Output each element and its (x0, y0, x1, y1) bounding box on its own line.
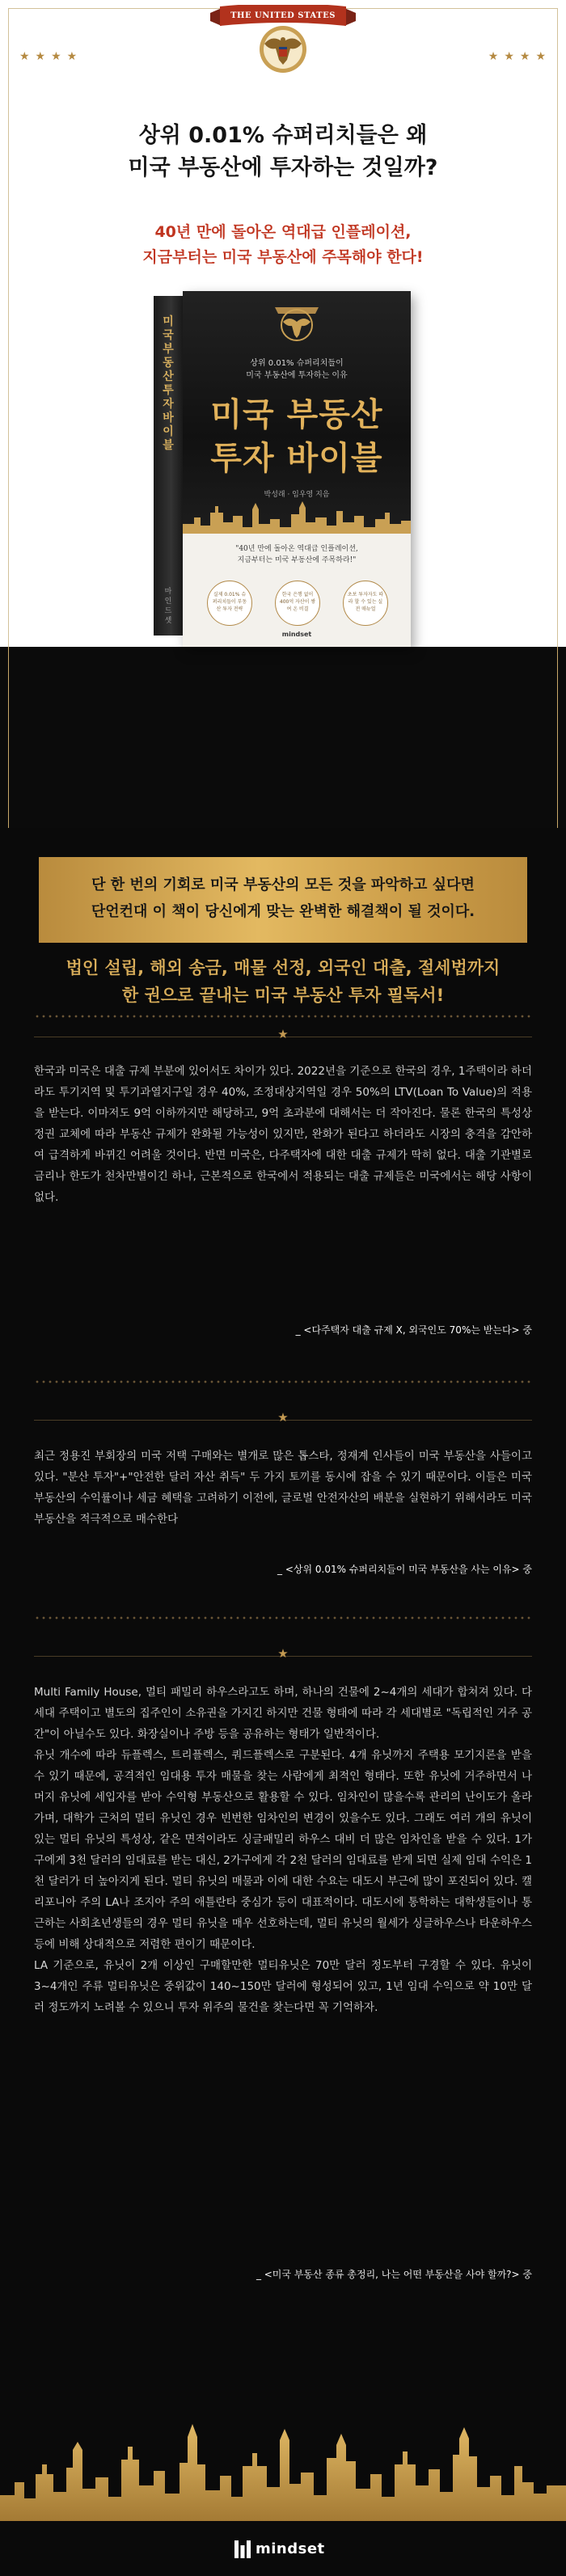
star-divider (34, 1646, 532, 1662)
cover-quote-line-1: "40년 만에 돌아온 역대급 인플레이션, (235, 545, 358, 553)
ribbon-text: THE UNITED STATES (230, 11, 336, 20)
stars-right-decor: ★★★★ (488, 50, 551, 63)
excerpt-2-text: 최근 정용진 부회장의 미국 저택 구매와는 별개로 많은 톱스타, 정재계 인사들이 미국 부동산을 사들이고 있다. "분산 투자"+"안전한 달러 자산 취득" 두 가지 토끼를 동시에 잡을 수 있기 때문이다. 이들은 미국 부동산의 수익률이나 세금 혜택을 고려하기 이전에, 글로벌 안전자산의 배분을 실현하기 위해서라도 미국 부동산을 적극적으로 매수한다 (34, 1450, 532, 1526)
banner-line-2: 단언컨대 이 책이 당신에게 맞는 완벽한 해결책이 될 것이다. (91, 903, 475, 920)
dark-frame (8, 647, 558, 828)
cover-skyline-icon (183, 500, 411, 535)
badge-text-2: 한국 은행 없이 400억 자산이 쌓여 온 비결 (279, 592, 316, 612)
star-icon: ★ (277, 1027, 289, 1041)
skyline-icon (0, 2418, 566, 2521)
subheadline-line-1: 40년 만에 돌아온 역대급 인플레이션, (154, 223, 412, 241)
cover-subtitle-line-2: 미국 부동산에 투자하는 이유 (246, 371, 348, 380)
cover-publisher-logo: mindset (281, 631, 312, 638)
cover-subtitle (183, 357, 411, 382)
cover-title-line-1: 미국 부동산 (210, 396, 383, 433)
excerpt-1-text: 한국과 미국은 대출 규제 부분에 있어서도 차이가 있다. 2022년을 기준으로 한국의 경우, 1주택이라 하더라도 투기지역 및 투기과열지구일 경우 40%, 조정대상지역일 경우 50%의 LTV(Loan To Value)의 적용을 받는다. 이마저도 9억 이하까지만 해당하고, 9억 초과분에 대해서는 더 작아진다. 물론 한국의 특성상 정권 교체에 따라 부동산 규제가 완화될 가능성이 있지만, 완화가 된다고 하더라도 시장의 충격을 감안하여 급격하게 바뀌긴 어려울 것이다. 반면 미국은, 다주택자에 대한 대출 규제가 딱히 없다. 대출 기관별로 금리나 한도가 천차만별이긴 하나, 근본적으로 한국에서 적용되는 대출 규제들은 미국에서는 해당 사항이 없다. (34, 1065, 532, 1204)
badge-text-1: 실제 0.01% 슈퍼리치들이 부동산 투자 전략 (212, 592, 247, 612)
cover-eagle-icon (268, 299, 325, 343)
main-headline (0, 120, 566, 184)
footer-brand: mindset (256, 2540, 325, 2557)
cover-light-area (183, 534, 411, 647)
excerpt-3-text: Multi Family House, 멀티 패밀리 하우스라고도 하며, 하나의 건물에 2~4개의 세대가 합쳐져 있다. 다세대 주택이고 별도의 집주인이 소유권을 가지긴 하지만 건물 형태에 따라 각 세대별로 "독립적인 거주 공간"이 아닐수도 있다. 화장실이나 주방 등을 공유하는 형태가 일반적이다. 유닛 개수에 따라 듀플렉스, 트리플렉스, 쿼드플렉스로 구분된다. 4개 유닛까지 주택용 모기지론을 받을 수 있기 때문에, 공격적인 임대용 투자 매물을 찾는 사람에게 최적인 형태다. 또한 유닛에 거주하면서 나머지 유닛에 세입자를 받아 수익형 부동산으로 활용할 수 있다. 임차인이 많을수록 관리의 난이도가 올라가며, 대학가 근처의 멀티 유닛인 경우 빈번한 임차인의 변경이 있을수도 있다. 그래도 여러 개의 유닛이 있는 멀티 유닛의 특성상, 같은 면적이라도 싱글패밀리 하우스 대비 더 많은 임차인을 받을 수 있다. 1가구에게 3천 달러의 임대료를 받는 대신, 2가구에게 각 2천 달러의 임대료를 받게 되면 실제 임대 수익은 1천 달러가 더 높아지게 된다. 멀티 유닛의 매물과 이에 대한 수요는 대도시 부근에 많이 포진되어 있다. 캘리포니아 주의 LA나 조지아 주의 애틀란타 중심가 등이 대표적이다. 대도시에 통학하는 대학생들이나 통근하는 사회초년생들의 경우 멀티 유닛을 매우 선호하는데, 멀티 유닛의 월세가 싱글하우스나 타운하우스 등에 비해 상대적으로 저렴한 편이기 때문이다. LA 기준으로, 유닛이 2개 이상인 구매할만한 멀티유닛은 70만 달러 정도부터 구경할 수 있다. 유닛이 3~4개인 주류 멀티유닛은 중위값이 140~150만 달러에 형성되어 있고, 1년 임대 수익으로 약 10만 달러 정도까지 노려볼 수 있으니 투자 위주의 물건을 찾는다면 꼭 기억하자. (34, 1686, 532, 2014)
excerpt-1-source: _ <다주택자 대출 규제 X, 외국인도 70%는 받는다> 중 (295, 1324, 532, 1336)
excerpt-2-source: _ <상위 0.01% 슈퍼리치들이 미국 부동산을 사는 이유> 중 (277, 1564, 532, 1575)
subheadline-line-2: 지금부터는 미국 부동산에 주목해야 한다! (142, 248, 424, 266)
headline-line-1: 상위 0.01% 슈퍼리치들은 왜 (138, 123, 428, 148)
cover-badge-3 (343, 581, 388, 626)
highlight-banner (39, 857, 527, 943)
book-spine (154, 296, 183, 636)
hero-dark-base (0, 647, 566, 828)
banner-text (39, 872, 527, 925)
star-icon: ★ (277, 1646, 289, 1661)
star-divider (34, 1410, 532, 1426)
publisher-logo (234, 2539, 340, 2560)
dotted-divider (34, 1615, 532, 1620)
cover-quote (183, 543, 411, 566)
star-divider (34, 1027, 532, 1043)
spine-publisher: 마인드셋 (164, 588, 172, 625)
cover-title-line-2: 투자 바이블 (210, 440, 383, 477)
tagline-line-1: 법인 설립, 해외 송금, 매물 선정, 외국인 대출, 절세법까지 (65, 958, 501, 978)
banner-line-1: 단 한 번의 기회로 미국 부동산의 모든 것을 파악하고 싶다면 (91, 876, 475, 893)
eagle-emblem (210, 5, 356, 73)
cover-badge-2 (275, 581, 320, 626)
cover-badge-1 (207, 581, 252, 626)
eagle-icon (255, 23, 311, 73)
spine-title: 미국 부동산 투자 바이블 (163, 315, 174, 452)
badge-text-3: 초보 투자자도 따라 할 수 있는 실전 매뉴얼 (347, 592, 384, 612)
book-cover-image (154, 291, 411, 647)
dotted-divider (34, 1014, 532, 1019)
book-front (183, 291, 411, 647)
cover-subtitle-line-1: 상위 0.01% 슈퍼리치들이 (250, 359, 344, 368)
headline-line-2: 미국 부동산에 투자하는 것일까? (128, 155, 438, 180)
excerpt-3-source: _ <미국 부동산 종류 총정리, 나는 어떤 부동산을 사야 할까?> 중 (256, 2269, 532, 2280)
dotted-divider (34, 1379, 532, 1384)
cover-authors: 박성래 · 임우영 지음 (264, 491, 330, 499)
stars-left-decor: ★★★★ (19, 50, 83, 63)
mindset-logo-icon (234, 2540, 251, 2558)
hero-section (0, 0, 566, 828)
cover-title (183, 393, 411, 480)
star-icon: ★ (277, 1410, 289, 1425)
tagline-line-2: 한 권으로 끝내는 미국 부동산 투자 필독서! (121, 986, 445, 1005)
sub-headline (0, 220, 566, 270)
tagline (0, 954, 566, 1009)
cover-quote-line-2: 지금부터는 미국 부동산에 주목하라!" (237, 556, 357, 564)
cover-dark-area (183, 291, 411, 534)
